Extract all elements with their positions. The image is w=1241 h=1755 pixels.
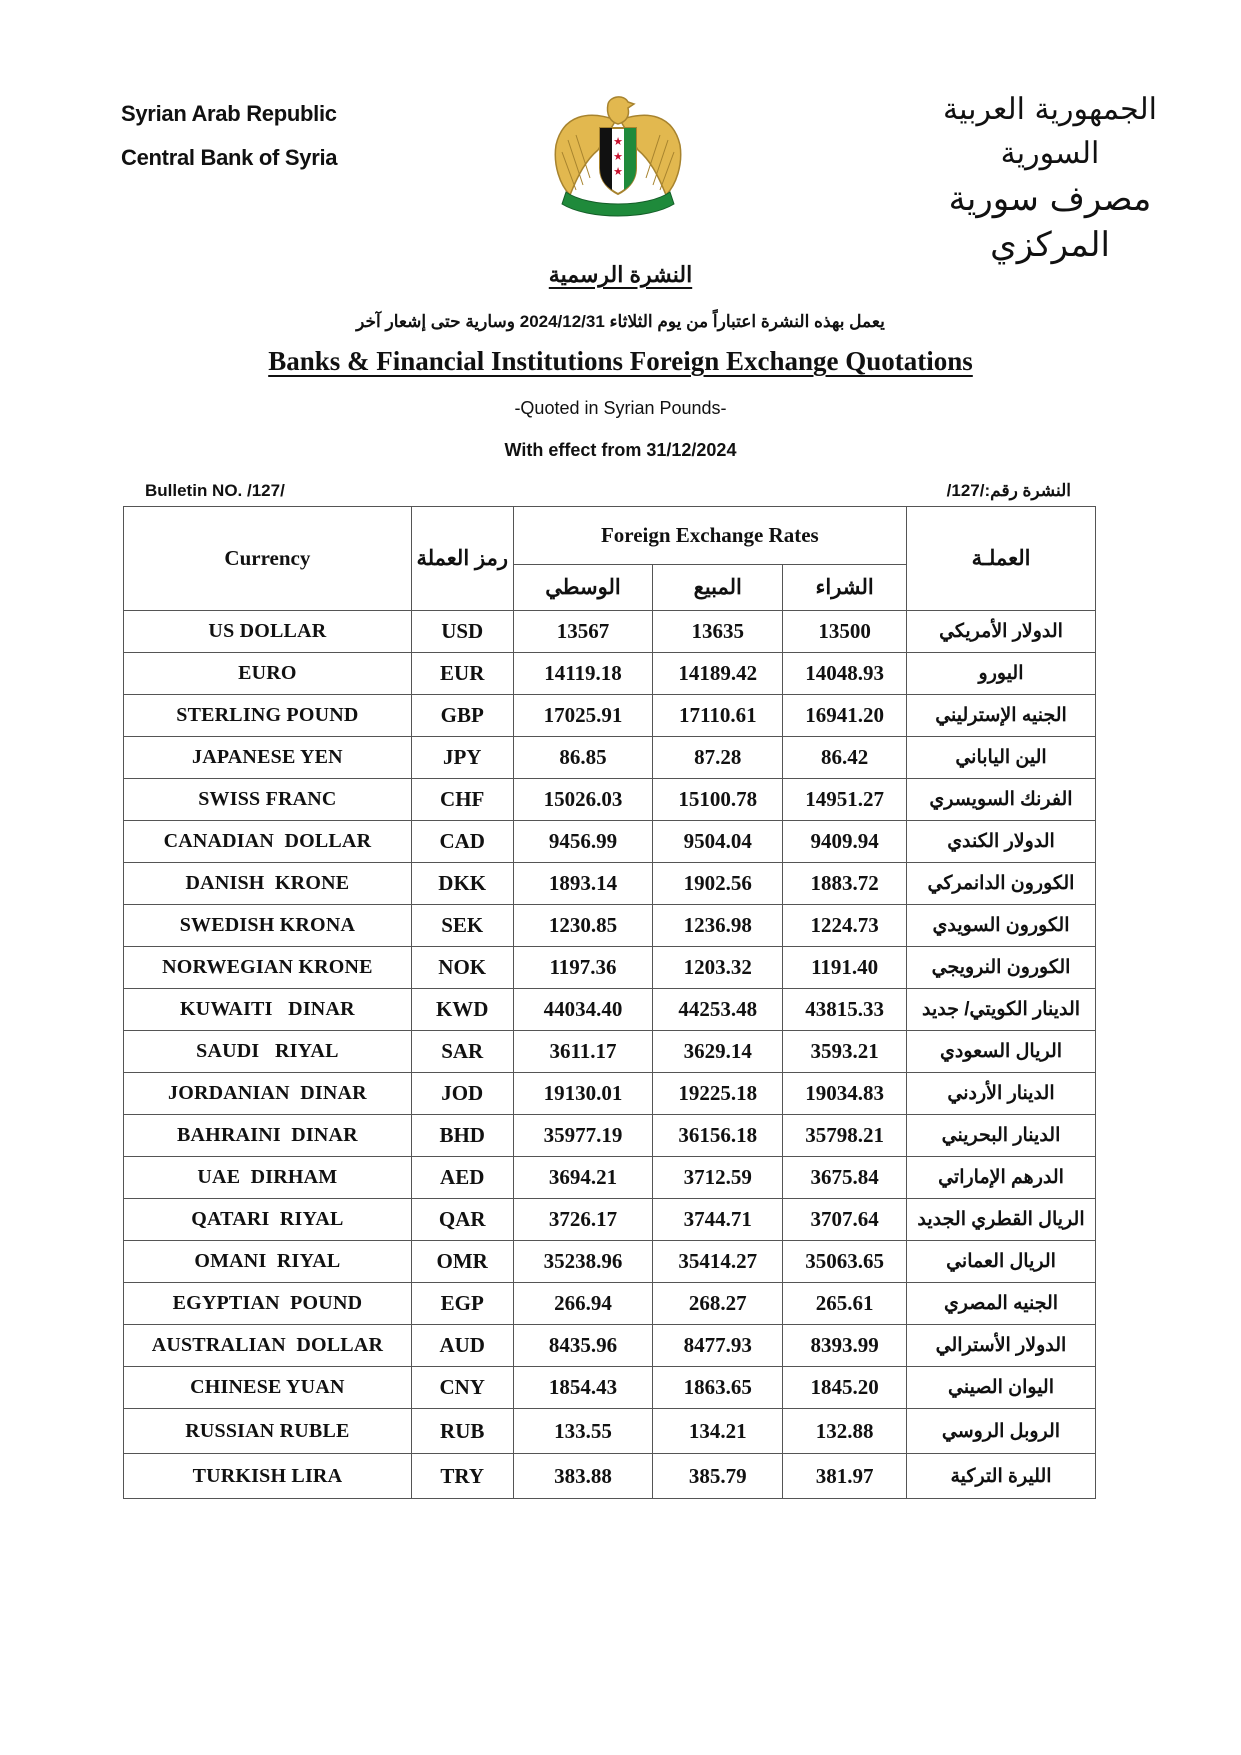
sell-rate: 44253.48 [653, 989, 783, 1031]
middle-rate: 3726.17 [513, 1199, 653, 1241]
buy-rate: 1845.20 [783, 1367, 907, 1409]
sell-rate: 14189.42 [653, 653, 783, 695]
middle-rate: 1197.36 [513, 947, 653, 989]
buy-rate: 19034.83 [783, 1073, 907, 1115]
currency-code: RUB [411, 1409, 513, 1454]
middle-rate: 86.85 [513, 737, 653, 779]
middle-rate: 15026.03 [513, 779, 653, 821]
bulletin-title-en-text: Banks & Financial Institutions Foreign Exchange Quotations [268, 346, 973, 376]
currency-code: AED [411, 1157, 513, 1199]
buy-rate: 9409.94 [783, 821, 907, 863]
currency-name-ar: الدولار الأمريكي [907, 611, 1096, 653]
currency-code: KWD [411, 989, 513, 1031]
middle-rate: 1854.43 [513, 1367, 653, 1409]
table-row [124, 611, 1096, 653]
sell-rate: 87.28 [653, 737, 783, 779]
buy-rate: 3675.84 [783, 1157, 907, 1199]
header-currency: Currency [124, 507, 412, 611]
table-row [124, 1241, 1096, 1283]
header-currency-ar: العملـة [907, 507, 1096, 611]
syrian-eagle-emblem-icon [548, 90, 688, 220]
currency-code: CAD [411, 821, 513, 863]
currency-name: NORWEGIAN KRONE [124, 947, 412, 989]
table-row [124, 989, 1096, 1031]
table-row [124, 863, 1096, 905]
currency-name-ar: الين الياباني [907, 737, 1096, 779]
currency-name-ar: الريال القطري الجديد [907, 1199, 1096, 1241]
bulletin-subtitle-ar: يعمل بهذه النشرة اعتباراً من يوم الثلاثاء 2024/12/31 وسارية حتى إشعار آخر [356, 312, 885, 331]
buy-rate: 3593.21 [783, 1031, 907, 1073]
sell-rate: 15100.78 [653, 779, 783, 821]
currency-name-ar: الدرهم الإماراتي [907, 1157, 1096, 1199]
currency-name-ar: الدينار البحريني [907, 1115, 1096, 1157]
currency-name: US DOLLAR [124, 611, 412, 653]
table-row [124, 1454, 1096, 1499]
middle-rate: 383.88 [513, 1454, 653, 1499]
middle-rate: 3611.17 [513, 1031, 653, 1073]
sell-rate: 134.21 [653, 1409, 783, 1454]
header-english [121, 92, 337, 180]
currency-name: EURO [124, 653, 412, 695]
middle-rate: 13567 [513, 611, 653, 653]
table-row [124, 1367, 1096, 1409]
currency-code: AUD [411, 1325, 513, 1367]
buy-rate: 265.61 [783, 1283, 907, 1325]
buy-rate: 13500 [783, 611, 907, 653]
republic-name-en: Syrian Arab Republic [121, 101, 337, 126]
quoted-currency-note: -Quoted in Syrian Pounds- [514, 398, 727, 418]
currency-code: EGP [411, 1283, 513, 1325]
buy-rate: 14951.27 [783, 779, 907, 821]
middle-rate: 1893.14 [513, 863, 653, 905]
currency-name: JORDANIAN DINAR [124, 1073, 412, 1115]
exchange-rates-table [123, 506, 1096, 1499]
currency-code: SEK [411, 905, 513, 947]
bank-name-ar: مصرف سورية المركزي [948, 179, 1152, 265]
currency-name-ar: اليوان الصيني [907, 1367, 1096, 1409]
currency-name-ar: الدولار الأسترالي [907, 1325, 1096, 1367]
sell-rate: 8477.93 [653, 1325, 783, 1367]
middle-rate: 3694.21 [513, 1157, 653, 1199]
sell-rate: 3744.71 [653, 1199, 783, 1241]
currency-name-ar: الريال العماني [907, 1241, 1096, 1283]
currency-name: SAUDI RIYAL [124, 1031, 412, 1073]
sell-rate: 19225.18 [653, 1073, 783, 1115]
buy-rate: 1883.72 [783, 863, 907, 905]
header-arabic [900, 88, 1200, 268]
middle-rate: 9456.99 [513, 821, 653, 863]
header-sell: المبيع [653, 565, 783, 611]
currency-code: OMR [411, 1241, 513, 1283]
table-row [124, 695, 1096, 737]
table-row [124, 947, 1096, 989]
middle-rate: 266.94 [513, 1283, 653, 1325]
sell-rate: 1236.98 [653, 905, 783, 947]
buy-rate: 86.42 [783, 737, 907, 779]
currency-name: EGYPTIAN POUND [124, 1283, 412, 1325]
sell-rate: 1203.32 [653, 947, 783, 989]
currency-name-ar: الدينار الأردني [907, 1073, 1096, 1115]
effective-date: With effect from 31/12/2024 [504, 440, 737, 460]
table-row [124, 653, 1096, 695]
table-row [124, 1409, 1096, 1454]
currency-name: STERLING POUND [124, 695, 412, 737]
currency-code: TRY [411, 1454, 513, 1499]
buy-rate: 132.88 [783, 1409, 907, 1454]
sell-rate: 268.27 [653, 1283, 783, 1325]
currency-code: SAR [411, 1031, 513, 1073]
svg-text:★: ★ [613, 150, 623, 163]
sell-rate: 1863.65 [653, 1367, 783, 1409]
currency-code: USD [411, 611, 513, 653]
middle-rate: 19130.01 [513, 1073, 653, 1115]
currency-name: AUSTRALIAN DOLLAR [124, 1325, 412, 1367]
currency-name: SWEDISH KRONA [124, 905, 412, 947]
currency-name-ar: اليورو [907, 653, 1096, 695]
sell-rate: 1902.56 [653, 863, 783, 905]
sell-rate: 17110.61 [653, 695, 783, 737]
buy-rate: 16941.20 [783, 695, 907, 737]
sell-rate: 9504.04 [653, 821, 783, 863]
sell-rate: 3712.59 [653, 1157, 783, 1199]
table-row [124, 905, 1096, 947]
bulletin-title-ar-text: النشرة الرسمية [548, 262, 693, 287]
buy-rate: 1224.73 [783, 905, 907, 947]
buy-rate: 14048.93 [783, 653, 907, 695]
currency-name: QATARI RIYAL [124, 1199, 412, 1241]
currency-name-ar: الريال السعودي [907, 1031, 1096, 1073]
currency-code: JPY [411, 737, 513, 779]
currency-name-ar: الجنيه المصري [907, 1283, 1096, 1325]
currency-code: CHF [411, 779, 513, 821]
table-row [124, 779, 1096, 821]
currency-name: CHINESE YUAN [124, 1367, 412, 1409]
table-row [124, 1115, 1096, 1157]
currency-name-ar: الجنيه الإسترليني [907, 695, 1096, 737]
currency-code: EUR [411, 653, 513, 695]
currency-name: SWISS FRANC [124, 779, 412, 821]
currency-code: GBP [411, 695, 513, 737]
sell-rate: 36156.18 [653, 1115, 783, 1157]
currency-name-ar: الدينار الكويتي/ جديد [907, 989, 1096, 1031]
currency-name-ar: الكورون الدانمركي [907, 863, 1096, 905]
currency-name: KUWAITI DINAR [124, 989, 412, 1031]
currency-code: QAR [411, 1199, 513, 1241]
middle-rate: 8435.96 [513, 1325, 653, 1367]
currency-name: DANISH KRONE [124, 863, 412, 905]
currency-name-ar: الكورون السويدي [907, 905, 1096, 947]
table-row [124, 1073, 1096, 1115]
sell-rate: 385.79 [653, 1454, 783, 1499]
bank-name-en: Central Bank of Syria [121, 145, 338, 170]
table-row [124, 1283, 1096, 1325]
currency-name: JAPANESE YEN [124, 737, 412, 779]
buy-rate: 35798.21 [783, 1115, 907, 1157]
currency-name: RUSSIAN RUBLE [124, 1409, 412, 1454]
currency-name-ar: الدولار الكندي [907, 821, 1096, 863]
table-row [124, 1199, 1096, 1241]
middle-rate: 14119.18 [513, 653, 653, 695]
table-row [124, 737, 1096, 779]
header-buy: الشراء [783, 565, 907, 611]
table-row [124, 1031, 1096, 1073]
sell-rate: 3629.14 [653, 1031, 783, 1073]
currency-name: OMANI RIYAL [124, 1241, 412, 1283]
header-middle: الوسطي [513, 565, 653, 611]
svg-text:★: ★ [613, 165, 623, 178]
buy-rate: 43815.33 [783, 989, 907, 1031]
buy-rate: 3707.64 [783, 1199, 907, 1241]
table-row [124, 1157, 1096, 1199]
middle-rate: 44034.40 [513, 989, 653, 1031]
buy-rate: 1191.40 [783, 947, 907, 989]
currency-code: CNY [411, 1367, 513, 1409]
header-rates-group: Foreign Exchange Rates [513, 507, 906, 565]
middle-rate: 35977.19 [513, 1115, 653, 1157]
currency-code: DKK [411, 863, 513, 905]
currency-name: TURKISH LIRA [124, 1454, 412, 1499]
sell-rate: 13635 [653, 611, 783, 653]
currency-code: JOD [411, 1073, 513, 1115]
header-symbol: رمز العملة [411, 507, 513, 611]
currency-name-ar: الكورون النرويجي [907, 947, 1096, 989]
currency-code: BHD [411, 1115, 513, 1157]
buy-rate: 381.97 [783, 1454, 907, 1499]
table-row [124, 821, 1096, 863]
bulletin-title-ar [0, 262, 1241, 288]
bulletin-number-en: Bulletin NO. /127/ [145, 481, 285, 500]
currency-name: UAE DIRHAM [124, 1157, 412, 1199]
sell-rate: 35414.27 [653, 1241, 783, 1283]
bulletin-number-ar: النشرة رقم:/127/ [946, 481, 1071, 500]
bulletin-title-en [0, 346, 1241, 377]
currency-name-ar: الفرنك السويسري [907, 779, 1096, 821]
middle-rate: 35238.96 [513, 1241, 653, 1283]
republic-name-ar: الجمهورية العربية السورية [943, 92, 1157, 171]
currency-name: CANADIAN DOLLAR [124, 821, 412, 863]
buy-rate: 35063.65 [783, 1241, 907, 1283]
buy-rate: 8393.99 [783, 1325, 907, 1367]
table-row [124, 1325, 1096, 1367]
currency-name: BAHRAINI DINAR [124, 1115, 412, 1157]
middle-rate: 133.55 [513, 1409, 653, 1454]
currency-name-ar: الليرة التركية [907, 1454, 1096, 1499]
currency-code: NOK [411, 947, 513, 989]
middle-rate: 17025.91 [513, 695, 653, 737]
svg-text:★: ★ [613, 135, 623, 148]
currency-name-ar: الروبل الروسي [907, 1409, 1096, 1454]
middle-rate: 1230.85 [513, 905, 653, 947]
